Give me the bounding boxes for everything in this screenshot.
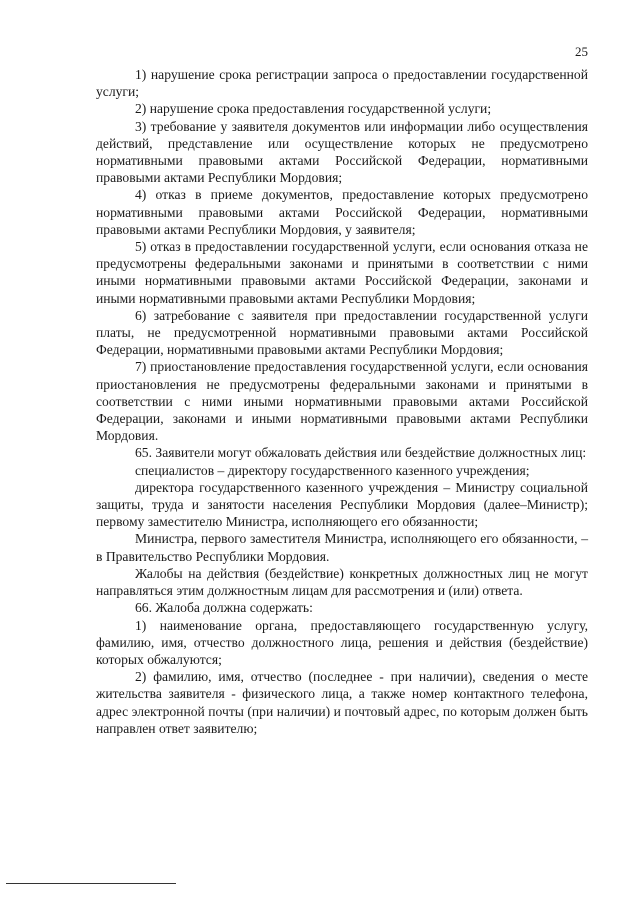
- paragraph: специалистов – директору государственного казенного учреждения;: [135, 462, 530, 478]
- paragraph: 1) нарушение срока регистрации запроса о предоставлении государственной услуги;: [96, 67, 588, 100]
- paragraph: 7) приостановление предоставления государственной услуги, если основания приостановления не предусмотрены федеральными законами и принятыми в соответствии с ними иными нормативными правовыми актами Российской Федерации, законами и иными нормативными правовыми актами Республики Мордовия.: [96, 359, 588, 444]
- paragraph: 66. Жалоба должна содержать:: [135, 600, 313, 616]
- paragraph: 1) наименование органа, предоставляющего государственную услугу, фамилию, имя, отчество должностного лица, решения и действия (бездействие) которых обжалуются;: [96, 617, 588, 667]
- paragraph: 65. Заявители могут обжаловать действия или бездействие должностных лиц:: [135, 445, 587, 461]
- document-body: [96, 66, 588, 737]
- paragraph: 2) нарушение срока предоставления государственной услуги;: [135, 101, 492, 117]
- footnote-divider: [6, 883, 176, 884]
- paragraph: 4) отказ в приеме документов, предоставление которых предусмотрено нормативными правовыми актами Российской Федерации, нормативными правовыми актами Республики Мордовия, у заявителя;: [96, 187, 588, 237]
- paragraph: 2) фамилию, имя, отчество (последнее - при наличии), сведения о месте жительства заявителя - физического лица, а также номер контактного телефона, адрес электронной почты (при наличии) и почтовый адрес, по которым должен быть направлен ответ заявителю;: [96, 669, 588, 736]
- paragraph: Жалобы на действия (бездействие) конкретных должностных лиц не могут направляться этим должностным лицам для рассмотрения и (или) ответа.: [96, 565, 588, 599]
- paragraph: директора государственного казенного учреждения – Министру социальной защиты, труда и занятости населения Республики Мордовия (далее–Министр); первому заместителю Министра, исполняющего его обязанности;: [96, 479, 588, 530]
- paragraph: 5) отказ в предоставлении государственной услуги, если основания отказа не предусмотрены федеральными законами и принятыми в соответствии с ними иными нормативными правовыми актами Российской Федерации, законами и иными нормативными правовыми актами Республики Мордовия;: [96, 239, 588, 306]
- paragraph: Министра, первого заместителя Министра, исполняющего его обязанности, – в Правительство Республики Мордовия.: [96, 531, 588, 564]
- page-number: 25: [575, 44, 588, 59]
- paragraph: 3) требование у заявителя документов или информации либо осуществления действий, представление или осуществление которых не предусмотрено нормативными правовыми актами Российской Федерации, нормативными правовыми актами Республики Мордовия;: [96, 118, 588, 186]
- paragraph: 6) затребование с заявителя при предоставлении государственной услуги платы, не предусмотренной нормативными правовыми актами Российской Федерации, нормативными правовыми актами Республики Мордовия;: [96, 307, 588, 358]
